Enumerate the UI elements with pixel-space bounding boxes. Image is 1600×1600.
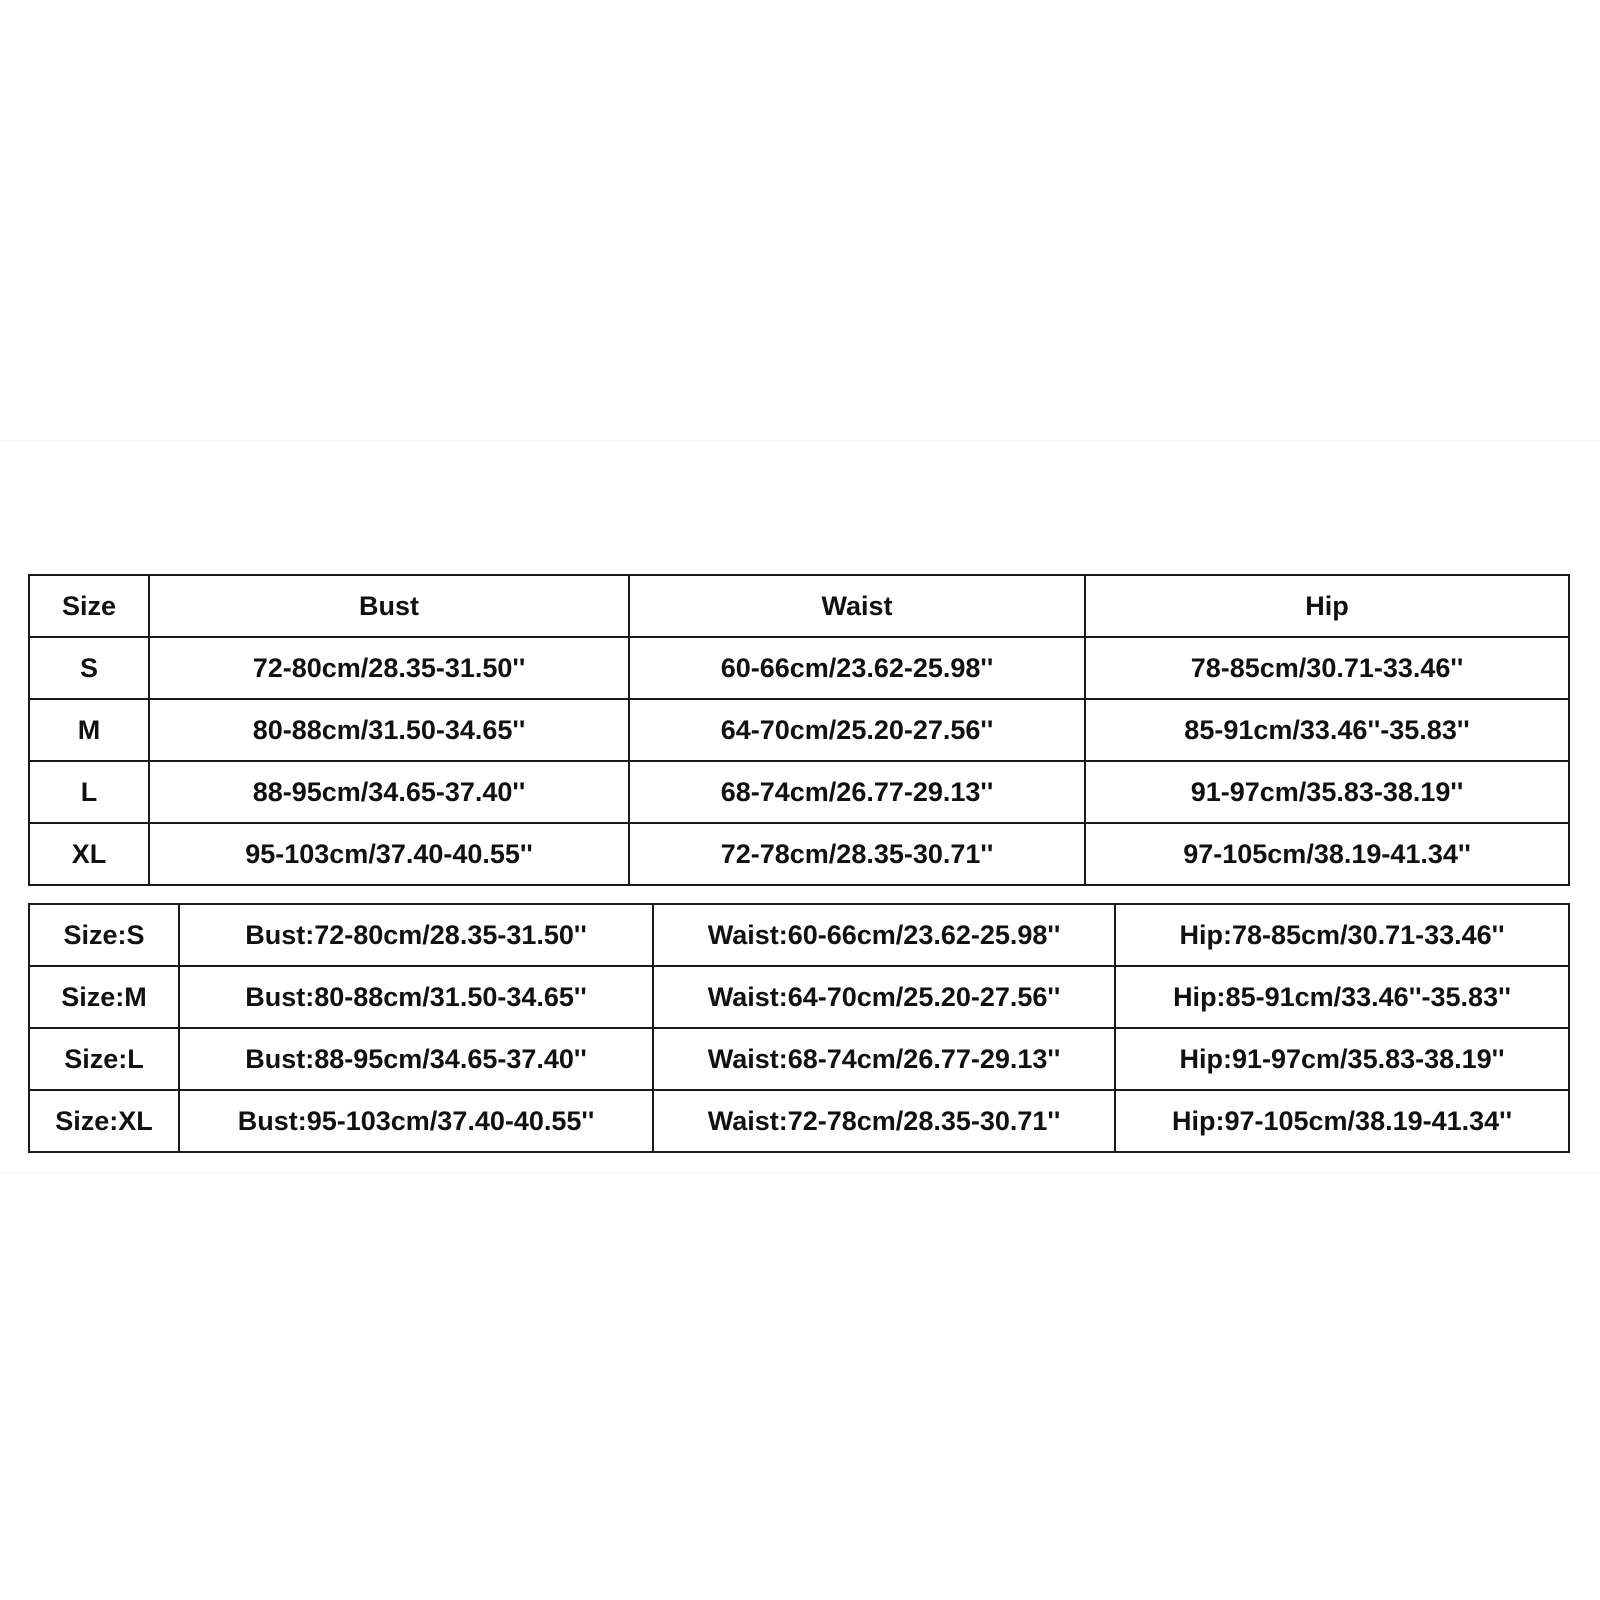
header-waist: Waist [629,575,1085,637]
hip-cell: Hip:91-97cm/35.83-38.19'' [1115,1028,1569,1090]
bottom-divider [0,1172,1600,1173]
table-row [29,761,1569,823]
header-size: Size [29,575,149,637]
bust-cell: Bust:95-103cm/37.40-40.55'' [179,1090,653,1152]
waist-cell: Waist:60-66cm/23.62-25.98'' [653,904,1115,966]
table-row [29,904,1569,966]
hip-cell: 91-97cm/35.83-38.19'' [1085,761,1569,823]
header-row [29,575,1569,637]
header-hip: Hip [1085,575,1569,637]
hip-cell: Hip:78-85cm/30.71-33.46'' [1115,904,1569,966]
table-row [29,1090,1569,1152]
size-cell: L [29,761,149,823]
waist-cell: Waist:64-70cm/25.20-27.56'' [653,966,1115,1028]
waist-cell: 60-66cm/23.62-25.98'' [629,637,1085,699]
size-cell: S [29,637,149,699]
bust-cell: 88-95cm/34.65-37.40'' [149,761,629,823]
top-divider [0,440,1600,441]
table-row [29,699,1569,761]
bust-cell: Bust:80-88cm/31.50-34.65'' [179,966,653,1028]
table-row [29,637,1569,699]
size-chart-table [28,574,1570,886]
table-row [29,966,1569,1028]
bust-cell: 95-103cm/37.40-40.55'' [149,823,629,885]
waist-cell: 68-74cm/26.77-29.13'' [629,761,1085,823]
bust-cell: 72-80cm/28.35-31.50'' [149,637,629,699]
hip-cell: 97-105cm/38.19-41.34'' [1085,823,1569,885]
header-bust: Bust [149,575,629,637]
size-cell: XL [29,823,149,885]
hip-cell: 78-85cm/30.71-33.46'' [1085,637,1569,699]
bust-cell: Bust:72-80cm/28.35-31.50'' [179,904,653,966]
size-cell: Size:M [29,966,179,1028]
size-cell: Size:L [29,1028,179,1090]
waist-cell: 72-78cm/28.35-30.71'' [629,823,1085,885]
bust-cell: 80-88cm/31.50-34.65'' [149,699,629,761]
hip-cell: Hip:85-91cm/33.46''-35.83'' [1115,966,1569,1028]
size-chart-labeled-table [28,903,1570,1153]
hip-cell: Hip:97-105cm/38.19-41.34'' [1115,1090,1569,1152]
waist-cell: Waist:68-74cm/26.77-29.13'' [653,1028,1115,1090]
size-cell: Size:XL [29,1090,179,1152]
table-row [29,1028,1569,1090]
hip-cell: 85-91cm/33.46''-35.83'' [1085,699,1569,761]
waist-cell: Waist:72-78cm/28.35-30.71'' [653,1090,1115,1152]
bust-cell: Bust:88-95cm/34.65-37.40'' [179,1028,653,1090]
table-row [29,823,1569,885]
size-cell: Size:S [29,904,179,966]
waist-cell: 64-70cm/25.20-27.56'' [629,699,1085,761]
size-cell: M [29,699,149,761]
